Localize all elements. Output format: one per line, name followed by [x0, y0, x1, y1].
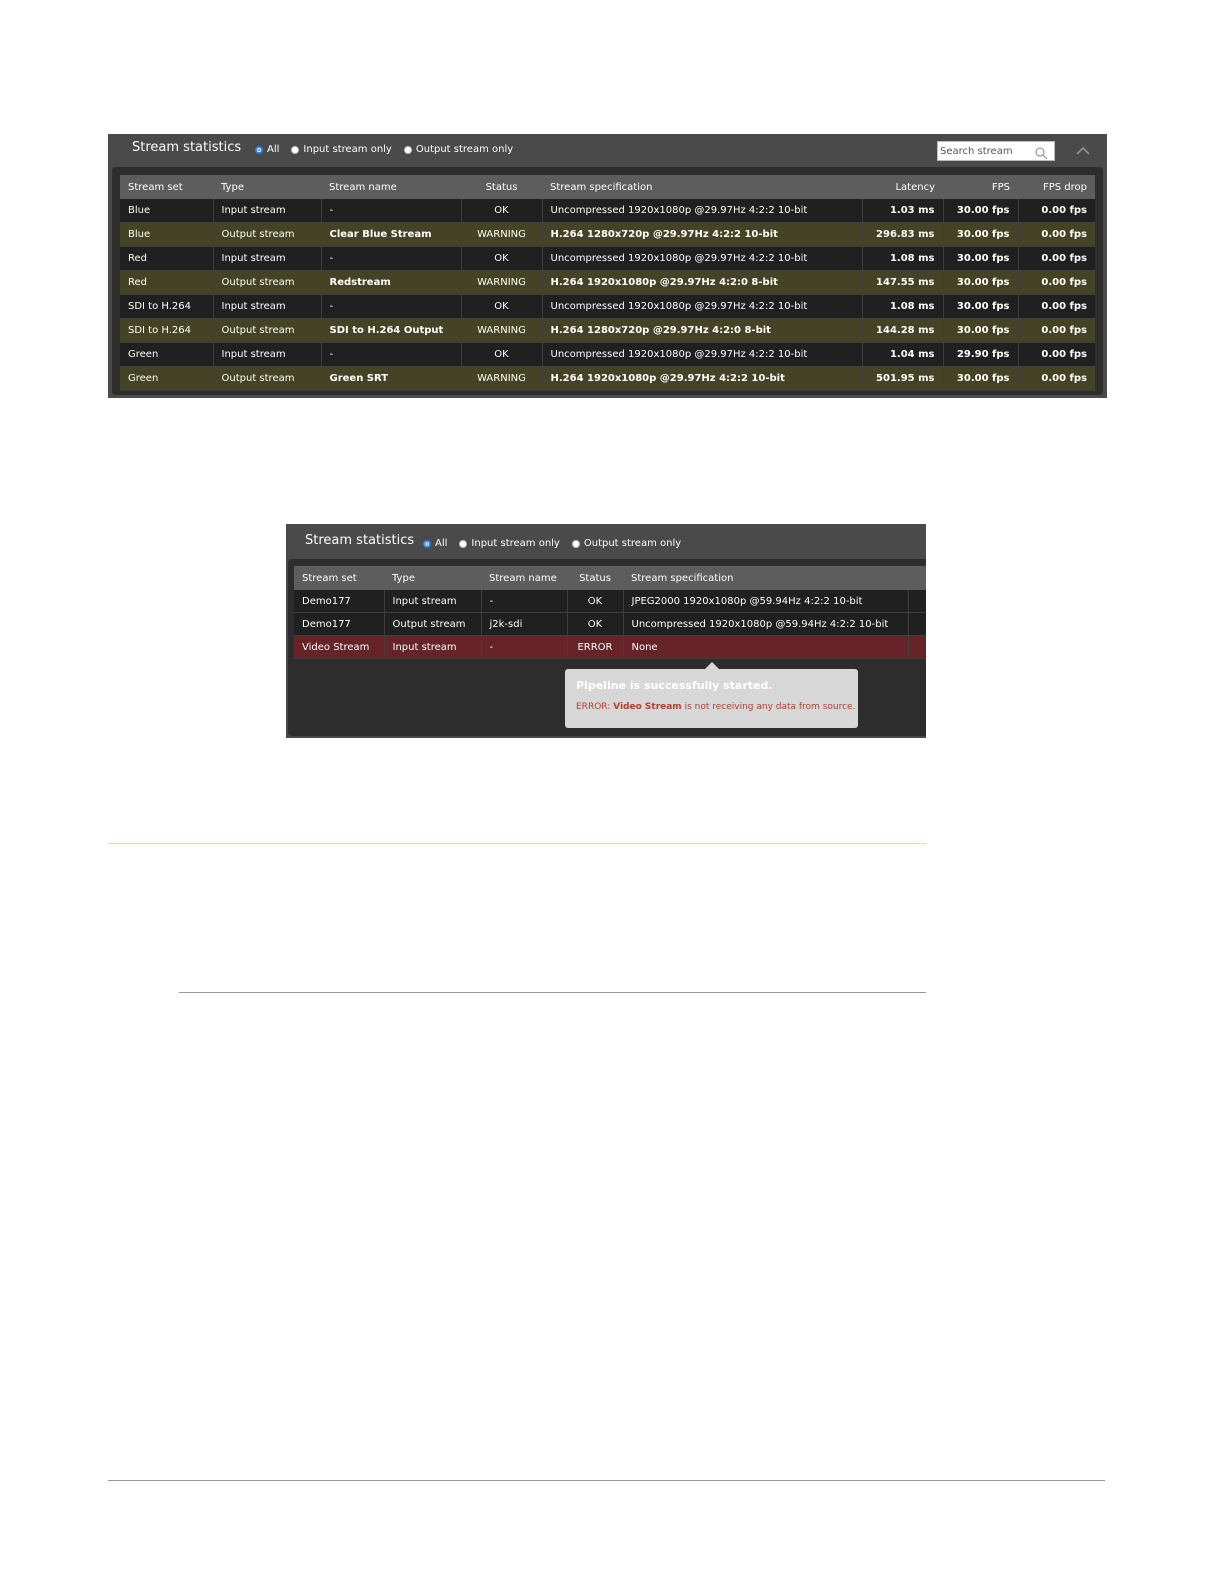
- col-stream-set[interactable]: Stream set: [120, 175, 213, 199]
- search-icon[interactable]: [1034, 146, 1048, 160]
- table-row[interactable]: [120, 343, 1095, 367]
- cell-name: -: [321, 343, 461, 367]
- col-latency[interactable]: Latency: [862, 175, 943, 199]
- cell-type: Output stream: [213, 319, 321, 343]
- table-row[interactable]: [120, 367, 1095, 391]
- cell-set: Red: [120, 247, 213, 271]
- cell-status: OK: [567, 613, 623, 636]
- table-header-row: [120, 175, 1095, 199]
- cell-status: WARNING: [461, 223, 542, 247]
- filter-input-only-radio[interactable]: Input stream only: [459, 538, 559, 549]
- filter-output-only-radio[interactable]: Output stream only: [404, 144, 513, 155]
- tooltip-error-message: ERROR: Video Stream is not receiving any data from source.: [576, 702, 856, 712]
- cell-type: Output stream: [213, 223, 321, 247]
- cell-name: -: [321, 199, 461, 223]
- cell-spec: Uncompressed 1920x1080p @59.94Hz 4:2:2 10-bit: [623, 613, 908, 636]
- cell-name: -: [481, 636, 567, 659]
- cell-status: WARNING: [461, 367, 542, 391]
- radio-selected-icon: [255, 146, 263, 154]
- stream-statistics-panel-1: [108, 134, 1107, 398]
- col-stream-spec[interactable]: Stream specification: [623, 566, 908, 590]
- cell-latency: 1.08 ms: [862, 295, 943, 319]
- cell-fps: 30.00 fps: [943, 319, 1018, 343]
- table-row[interactable]: [120, 319, 1095, 343]
- cell-type: Input stream: [213, 247, 321, 271]
- table-row[interactable]: [120, 223, 1095, 247]
- cell-name: Clear Blue Stream: [321, 223, 461, 247]
- cell-name: Green SRT: [321, 367, 461, 391]
- cell-status: WARNING: [461, 271, 542, 295]
- cell-status: ERROR: [567, 636, 623, 659]
- cell-spec: H.264 1280x720p @29.97Hz 4:2:0 8-bit: [542, 319, 862, 343]
- cell-spec: Uncompressed 1920x1080p @29.97Hz 4:2:2 10-bit: [542, 199, 862, 223]
- cell-fps: 30.00 fps: [943, 367, 1018, 391]
- cell-type: Input stream: [384, 590, 481, 613]
- cell-status: OK: [461, 295, 542, 319]
- cell-set: Green: [120, 343, 213, 367]
- cell-drop: 0.00 fps: [1018, 199, 1095, 223]
- radio-icon: [291, 146, 299, 154]
- cell-name: Redstream: [321, 271, 461, 295]
- cell-spec: Uncompressed 1920x1080p @29.97Hz 4:2:2 10-bit: [542, 343, 862, 367]
- tooltip-title: Pipeline is successfully started.: [576, 679, 773, 692]
- stream-table: [294, 566, 926, 659]
- cell-latency: 1.04 ms: [862, 343, 943, 367]
- table-row[interactable]: [294, 590, 926, 613]
- cell-overflow: [908, 613, 926, 636]
- table-row[interactable]: [294, 636, 926, 659]
- filter-input-only-radio[interactable]: Input stream only: [291, 144, 391, 155]
- radio-icon: [459, 540, 467, 548]
- table-row[interactable]: [120, 271, 1095, 295]
- cell-spec: H.264 1920x1080p @29.97Hz 4:2:0 8-bit: [542, 271, 862, 295]
- col-overflow: [908, 566, 926, 590]
- cell-set: SDI to H.264: [120, 295, 213, 319]
- table-row[interactable]: [294, 613, 926, 636]
- radio-selected-icon: [423, 540, 431, 548]
- stream-filter: [255, 144, 513, 155]
- col-fps-drop[interactable]: FPS drop: [1018, 175, 1095, 199]
- cell-drop: 0.00 fps: [1018, 343, 1095, 367]
- cell-name: SDI to H.264 Output: [321, 319, 461, 343]
- col-type[interactable]: Type: [384, 566, 481, 590]
- cell-latency: 147.55 ms: [862, 271, 943, 295]
- cell-drop: 0.00 fps: [1018, 223, 1095, 247]
- cell-name: j2k-sdi: [481, 613, 567, 636]
- cell-type: Input stream: [384, 636, 481, 659]
- cell-overflow: [908, 636, 926, 659]
- table-row[interactable]: [120, 247, 1095, 271]
- cell-set: Blue: [120, 223, 213, 247]
- cell-set: Video Stream: [294, 636, 384, 659]
- stream-filter: [423, 538, 681, 549]
- pipeline-status-tooltip: [565, 669, 858, 728]
- panel-title: Stream statistics: [132, 140, 242, 155]
- orange-divider: [108, 843, 926, 844]
- col-stream-name[interactable]: Stream name: [481, 566, 567, 590]
- cell-latency: 144.28 ms: [862, 319, 943, 343]
- cell-spec: None: [623, 636, 908, 659]
- cell-set: Demo177: [294, 590, 384, 613]
- cell-overflow: [908, 590, 926, 613]
- col-fps[interactable]: FPS: [943, 175, 1018, 199]
- table-frame: [112, 167, 1103, 395]
- cell-status: OK: [461, 343, 542, 367]
- cell-set: Blue: [120, 199, 213, 223]
- gray-divider: [179, 992, 926, 993]
- cell-latency: 296.83 ms: [862, 223, 943, 247]
- cell-drop: 0.00 fps: [1018, 319, 1095, 343]
- cell-latency: 501.95 ms: [862, 367, 943, 391]
- search-input[interactable]: [938, 146, 1032, 157]
- cell-status: OK: [567, 590, 623, 613]
- cell-type: Input stream: [213, 199, 321, 223]
- filter-all-radio[interactable]: All: [255, 144, 279, 155]
- cell-status: OK: [461, 199, 542, 223]
- cell-status: OK: [461, 247, 542, 271]
- cell-fps: 30.00 fps: [943, 271, 1018, 295]
- cell-spec: Uncompressed 1920x1080p @29.97Hz 4:2:2 10-bit: [542, 247, 862, 271]
- filter-all-radio[interactable]: All: [423, 538, 447, 549]
- col-type[interactable]: Type: [213, 175, 321, 199]
- col-status[interactable]: Status: [567, 566, 623, 590]
- table-row[interactable]: [120, 199, 1095, 223]
- cell-name: -: [321, 247, 461, 271]
- cell-drop: 0.00 fps: [1018, 271, 1095, 295]
- tooltip-stream-name: Video Stream: [613, 702, 682, 712]
- cell-fps: 30.00 fps: [943, 247, 1018, 271]
- cell-set: SDI to H.264: [120, 319, 213, 343]
- stream-table: [120, 175, 1095, 391]
- col-stream-name[interactable]: Stream name: [321, 175, 461, 199]
- cell-spec: H.264 1920x1080p @29.97Hz 4:2:2 10-bit: [542, 367, 862, 391]
- cell-type: Input stream: [213, 295, 321, 319]
- cell-latency: 1.08 ms: [862, 247, 943, 271]
- cell-set: Demo177: [294, 613, 384, 636]
- stream-statistics-panel-2: [286, 524, 926, 738]
- cell-type: Output stream: [384, 613, 481, 636]
- radio-icon: [572, 540, 580, 548]
- search-box: [937, 141, 1055, 161]
- cell-type: Output stream: [213, 367, 321, 391]
- table-header-row: [294, 566, 926, 590]
- cell-spec: JPEG2000 1920x1080p @59.94Hz 4:2:2 10-bit: [623, 590, 908, 613]
- panel-header: [286, 524, 926, 556]
- cell-drop: 0.00 fps: [1018, 295, 1095, 319]
- col-status[interactable]: Status: [461, 175, 542, 199]
- cell-latency: 1.03 ms: [862, 199, 943, 223]
- cell-type: Output stream: [213, 271, 321, 295]
- panel-title: Stream statistics: [305, 533, 415, 548]
- cell-drop: 0.00 fps: [1018, 367, 1095, 391]
- cell-type: Input stream: [213, 343, 321, 367]
- col-stream-spec[interactable]: Stream specification: [542, 175, 862, 199]
- col-stream-set[interactable]: Stream set: [294, 566, 384, 590]
- footer-divider: [108, 1480, 1105, 1481]
- cell-spec: Uncompressed 1920x1080p @29.97Hz 4:2:2 10-bit: [542, 295, 862, 319]
- cell-drop: 0.00 fps: [1018, 247, 1095, 271]
- cell-set: Green: [120, 367, 213, 391]
- filter-output-only-radio[interactable]: Output stream only: [572, 538, 681, 549]
- cell-fps: 30.00 fps: [943, 223, 1018, 247]
- chevron-up-icon[interactable]: [1075, 146, 1091, 156]
- cell-name: -: [481, 590, 567, 613]
- cell-set: Red: [120, 271, 213, 295]
- cell-name: -: [321, 295, 461, 319]
- table-row[interactable]: [120, 295, 1095, 319]
- panel-header: [108, 134, 1107, 166]
- cell-spec: H.264 1280x720p @29.97Hz 4:2:2 10-bit: [542, 223, 862, 247]
- cell-fps: 30.00 fps: [943, 199, 1018, 223]
- radio-icon: [404, 146, 412, 154]
- cell-status: WARNING: [461, 319, 542, 343]
- cell-fps: 29.90 fps: [943, 343, 1018, 367]
- cell-fps: 30.00 fps: [943, 295, 1018, 319]
